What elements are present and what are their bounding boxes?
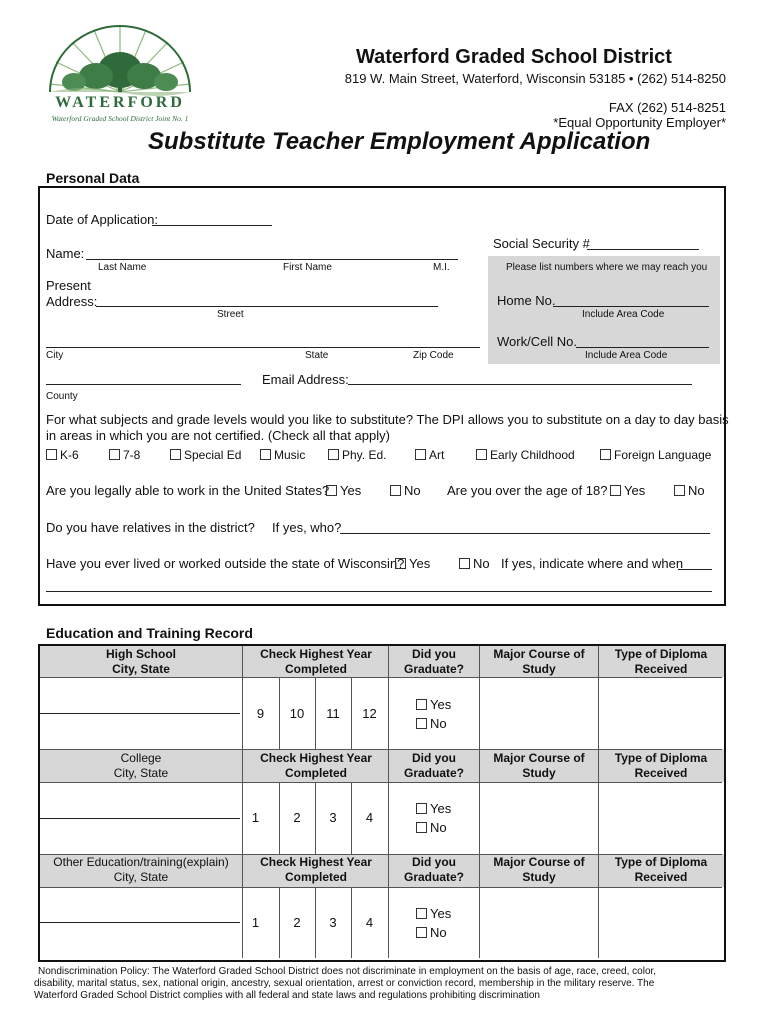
home-phone-label: Home No. [497,293,556,308]
checkbox-icon [416,718,427,729]
checkbox-icon [600,449,611,460]
email-label: Email Address: [262,372,349,387]
county-field[interactable] [46,384,241,385]
hs-year-9[interactable]: 9 [256,706,265,721]
zip-caption: Zip Code [413,350,454,361]
college-major-header: Major Course of Study [493,751,585,780]
phone-note: Please list numbers where we may reach you [506,262,708,273]
college-grad-header: Did you Graduate? [403,751,464,780]
checkbox-icon [416,927,427,938]
college-grad-no[interactable]: No [416,820,447,835]
other-check-header: Check Highest Year Completed [260,855,372,884]
subject-option-7-8[interactable]: 7-8 [109,448,140,462]
mi-caption: M.I. [433,262,450,273]
city-state-zip-field[interactable] [46,347,480,348]
hs-grad-header: Did you Graduate? [403,647,464,676]
table-rule [40,782,722,783]
subjects-question-2: in areas in which you are not certified. (Check all that apply) [46,428,390,443]
table-rule [479,646,480,958]
date-label: Date of Application: [46,212,159,227]
other-diploma-header: Type of Diploma Received [614,855,708,884]
work-phone-field[interactable] [576,347,709,348]
subject-option-foreign-language[interactable]: Foreign Language [600,448,711,462]
last-name-caption: Last Name [98,262,147,273]
lived-where-label: If yes, indicate where and when [501,556,684,571]
legal-work-question: Are you legally able to work in the United States? [46,483,330,498]
lived-where-field-inline[interactable] [678,569,712,570]
street-caption: Street [217,309,244,320]
date-field[interactable] [152,225,272,226]
college-label: College City, State [113,751,169,780]
age-yes-option[interactable]: Yes [610,483,645,498]
college-year-4[interactable]: 4 [365,810,374,825]
ssn-field[interactable] [587,249,699,250]
email-field[interactable] [348,384,692,385]
checkbox-icon [416,908,427,919]
relatives-who-label: If yes, who? [272,520,342,535]
other-year-2[interactable]: 2 [293,915,301,930]
college-check-header: Check Highest Year Completed [260,751,372,780]
college-year-2[interactable]: 2 [293,810,301,825]
college-grad-yes[interactable]: Yes [416,801,451,816]
hs-label: High School City, State [106,647,176,676]
ssn-label: Social Security # [493,236,590,251]
work-phone-label: Work/Cell No. [497,334,577,349]
subject-option-k6[interactable]: K-6 [46,448,79,462]
table-rule [598,646,599,958]
checkbox-icon [46,449,57,460]
education-section-title: Education and Training Record [46,625,253,641]
relatives-question: Do you have relatives in the district? [46,520,255,535]
nondiscrimination-policy: Nondiscrimination Policy: The Waterford Graded School District does not discriminate in employment on the basis of age, race, creed, color, disability, marital status, sex, national origin, ancestry, sexual orientation, arrest or conviction record, membership in the military reserve. The Waterford Graded School District complies with all federal and state laws and regulations prohibiting discrimination [34,966,657,1001]
age-no-option[interactable]: No [674,483,705,498]
county-caption: County [46,391,78,402]
table-rule [242,646,243,958]
checkbox-icon [326,485,337,496]
other-grad-yes[interactable]: Yes [416,906,451,921]
hs-year-12[interactable]: 12 [362,706,377,721]
checkbox-icon [260,449,271,460]
college-name-field[interactable] [40,818,240,819]
legal-no-option[interactable]: No [390,483,421,498]
legal-yes-option[interactable]: Yes [326,483,361,498]
other-year-1[interactable]: 1 [251,915,260,930]
subjects-question-1: For what subjects and grade levels would you like to substitute? The DPI allows you to substitute on a day to day basis [46,412,729,427]
checkbox-icon [459,558,470,569]
checkbox-icon [109,449,120,460]
subject-option-early-childhood[interactable]: Early Childhood [476,448,575,462]
checkbox-icon [476,449,487,460]
checkbox-icon [416,699,427,710]
hs-grad-no[interactable]: No [416,716,447,731]
address-label: Address: [46,294,98,309]
hs-name-field[interactable] [40,713,240,714]
lived-where-field[interactable] [46,591,712,592]
checkbox-icon [395,558,406,569]
home-area-code-caption: Include Area Code [582,309,665,320]
personal-section-title: Personal Data [46,170,140,186]
college-year-1[interactable]: 1 [251,810,260,825]
other-grad-header: Did you Graduate? [403,855,464,884]
hs-diploma-header: Type of Diploma Received [614,647,708,676]
work-area-code-caption: Include Area Code [585,350,668,361]
hs-major-header: Major Course of Study [493,647,585,676]
other-major-header: Major Course of Study [493,855,585,884]
checkbox-icon [328,449,339,460]
other-year-3[interactable]: 3 [329,915,337,930]
checkbox-icon [674,485,685,496]
district-name: Waterford Graded School District [356,46,672,68]
logo-subtitle: Waterford Graded School District Joint No. 1 [51,114,189,123]
page-title: Substitute Teacher Employment Application [148,128,651,155]
district-address: 819 W. Main Street, Waterford, Wisconsin 53185 • (262) 514-8250 [344,71,726,86]
other-label: Other Education/training(explain) City, State [53,855,229,884]
home-phone-field[interactable] [553,306,709,307]
table-rule [40,887,722,888]
checkbox-icon [390,485,401,496]
checkbox-icon [416,822,427,833]
checkbox-icon [610,485,621,496]
table-rule [388,646,389,958]
college-diploma-header: Type of Diploma Received [614,751,708,780]
city-caption: City [46,350,64,361]
state-caption: State [305,350,329,361]
relatives-who-field[interactable] [340,533,710,534]
lived-outside-question: Have you ever lived or worked outside the state of Wisconsin? [46,556,405,571]
checkbox-icon [416,803,427,814]
hs-check-header: Check Highest Year Completed [260,647,372,676]
checkbox-icon [415,449,426,460]
lived-yes-option[interactable]: Yes [395,556,430,571]
name-label: Name: [46,246,85,261]
subject-option-music[interactable]: Music [260,448,305,462]
lived-no-option[interactable]: No [459,556,490,571]
first-name-caption: First Name [283,262,332,273]
subject-option-art[interactable]: Art [415,448,444,462]
other-grad-no[interactable]: No [416,925,447,940]
hs-year-10[interactable]: 10 [289,706,305,721]
subject-option-special-ed[interactable]: Special Ed [170,448,241,462]
other-name-field[interactable] [40,922,240,923]
present-label: Present [46,278,91,293]
hs-year-11[interactable]: 11 [326,706,340,721]
district-fax: FAX (262) 514-8251 [608,100,726,115]
age-question: Are you over the age of 18? [447,483,608,498]
equal-opportunity: *Equal Opportunity Employer* [553,115,726,130]
other-year-4[interactable]: 4 [365,915,374,930]
name-field[interactable] [86,259,458,260]
checkbox-icon [170,449,181,460]
college-year-3[interactable]: 3 [329,810,337,825]
hs-grad-yes[interactable]: Yes [416,697,451,712]
subject-option-phy-ed[interactable]: Phy. Ed. [328,448,386,462]
logo-wordmark: WATERFORD [55,94,185,111]
table-rule [40,677,722,678]
street-field[interactable] [96,306,438,307]
table-rule [40,749,722,750]
